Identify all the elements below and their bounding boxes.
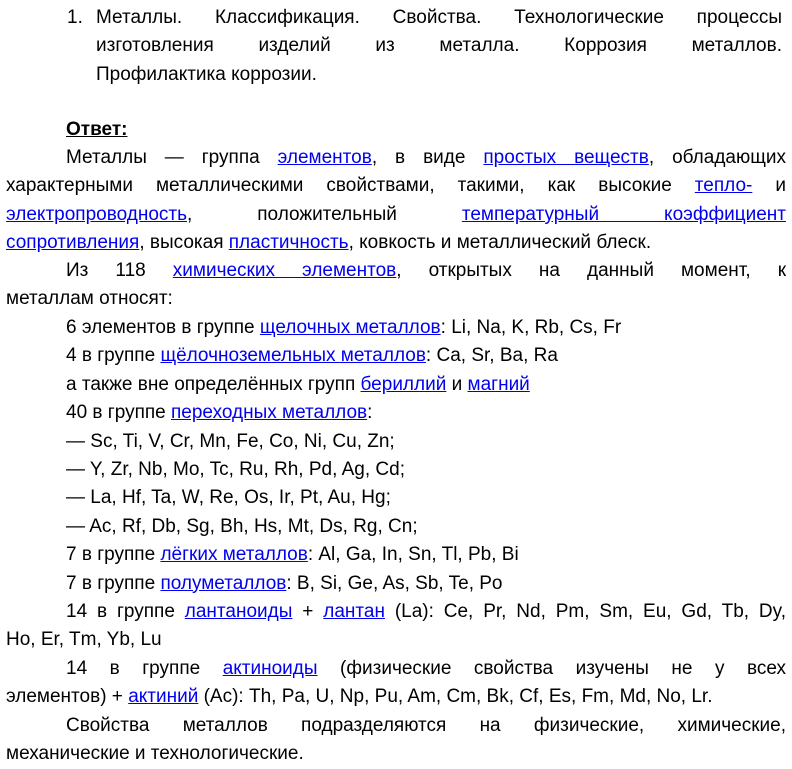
link-simple-substances[interactable]: простых веществ	[483, 147, 649, 168]
link-alkali[interactable]: щелочных металлов	[259, 317, 441, 338]
paragraph-definition	[6, 144, 786, 258]
link-beryllium[interactable]: бериллий	[360, 373, 447, 395]
group-alkali: 6 элементов в группе щелочных металлов: Li, Na, K, Rb, Cs, Fr	[66, 317, 622, 338]
question-title	[96, 4, 782, 89]
lanthanides-line-2: Ho, Er, Tm, Yb, Lu	[6, 629, 162, 651]
link-actinides[interactable]: актиноиды	[222, 658, 318, 679]
link-plasticity[interactable]: пластичность	[228, 232, 349, 254]
link-semimetals[interactable]: полуметаллов	[160, 572, 287, 594]
definition-line-3: электропроводность, положительный температурный коэффициент	[6, 203, 786, 225]
transition-row-1: — Sc, Ti, V, Cr, Mn, Fe, Co, Ni, Cu, Zn;	[66, 430, 395, 452]
answer-heading: Ответ:	[66, 119, 128, 140]
link-actinium[interactable]: актиний	[128, 686, 199, 708]
list-number: 1.	[67, 7, 83, 28]
count-line-1: Из 118 химических элементов, открытых на данный момент, к	[66, 260, 787, 281]
groups-list	[66, 314, 786, 598]
paragraph-lanthanides	[6, 598, 786, 655]
actinides-line-1: 14 в группе актиноиды (физические свойства изучены не у всех	[66, 658, 786, 679]
actinides-line-2: элементов) + актиний (Ac): Th, Pa, U, Np, Pu, Am, Cm, Bk, Cf, Es, Fm, Md, No, Lr.	[6, 686, 713, 708]
properties-line-2: механические и технологические.	[6, 743, 304, 765]
group-light: 7 в группе лёгких металлов: Al, Ga, In, Sn, Tl, Pb, Bi	[66, 544, 519, 566]
link-conductivity[interactable]: электропроводность	[6, 203, 187, 225]
count-line-2: металлам относят:	[6, 288, 173, 310]
group-alkaline-earth: 4 в группе щёлочноземельных металлов: Ca, Sr, Ba, Ra	[66, 345, 558, 367]
title-line-1: Металлы. Классификация. Свойства. Технологические процессы	[96, 7, 782, 28]
properties-line-1: Свойства металлов подразделяются на физические, химические,	[66, 715, 786, 736]
link-heat[interactable]: тепло-	[694, 175, 753, 197]
group-outside: а также вне определённых групп бериллий и магний	[66, 373, 530, 395]
title-line-2: изготовления изделий из металла. Коррозия металлов.	[96, 35, 782, 57]
paragraph-count	[6, 257, 786, 314]
link-lanthanides[interactable]: лантаноиды	[184, 601, 293, 622]
link-lanthanum[interactable]: лантан	[323, 601, 385, 622]
group-transition: 40 в группе переходных металлов:	[66, 402, 373, 424]
definition-line-1: Металлы — группа элементов, в виде простых веществ, обладающих	[66, 147, 786, 168]
link-chemical-elements[interactable]: химических элементов	[172, 260, 397, 281]
link-resistance[interactable]: сопротивления	[6, 232, 140, 254]
link-light-metals[interactable]: лёгких металлов	[160, 544, 308, 566]
link-transition[interactable]: переходных металлов	[171, 402, 368, 424]
link-elements[interactable]: элементов	[277, 147, 372, 168]
definition-line-2: характерными металлическими свойствами, такими, как высокие тепло- и	[6, 175, 786, 197]
paragraph-properties	[6, 712, 786, 769]
lanthanides-line-1: 14 в группе лантаноиды + лантан (La): Ce, Pr, Nd, Pm, Sm, Eu, Gd, Tb, Dy,	[66, 601, 786, 622]
transition-row-2: — Y, Zr, Nb, Mo, Tc, Ru, Rh, Pd, Ag, Cd;	[66, 459, 405, 481]
link-alkaline-earth[interactable]: щёлочноземельных металлов	[160, 345, 426, 367]
definition-line-4: сопротивления, высокая пластичность, ковкость и металлический блеск.	[6, 232, 652, 254]
paragraph-actinides	[6, 655, 786, 712]
group-semimetals: 7 в группе полуметаллов: B, Si, Ge, As, Sb, Te, Po	[66, 572, 503, 594]
link-magnesium[interactable]: магний	[467, 373, 530, 395]
transition-row-4: — Ac, Rf, Db, Sg, Bh, Hs, Mt, Ds, Rg, Cn;	[66, 515, 418, 537]
title-line-3: Профилактика коррозии.	[96, 63, 317, 85]
link-temperature-coefficient[interactable]: температурный коэффициент	[461, 203, 786, 225]
transition-row-3: — La, Hf, Ta, W, Re, Os, Ir, Pt, Au, Hg;	[66, 487, 391, 509]
